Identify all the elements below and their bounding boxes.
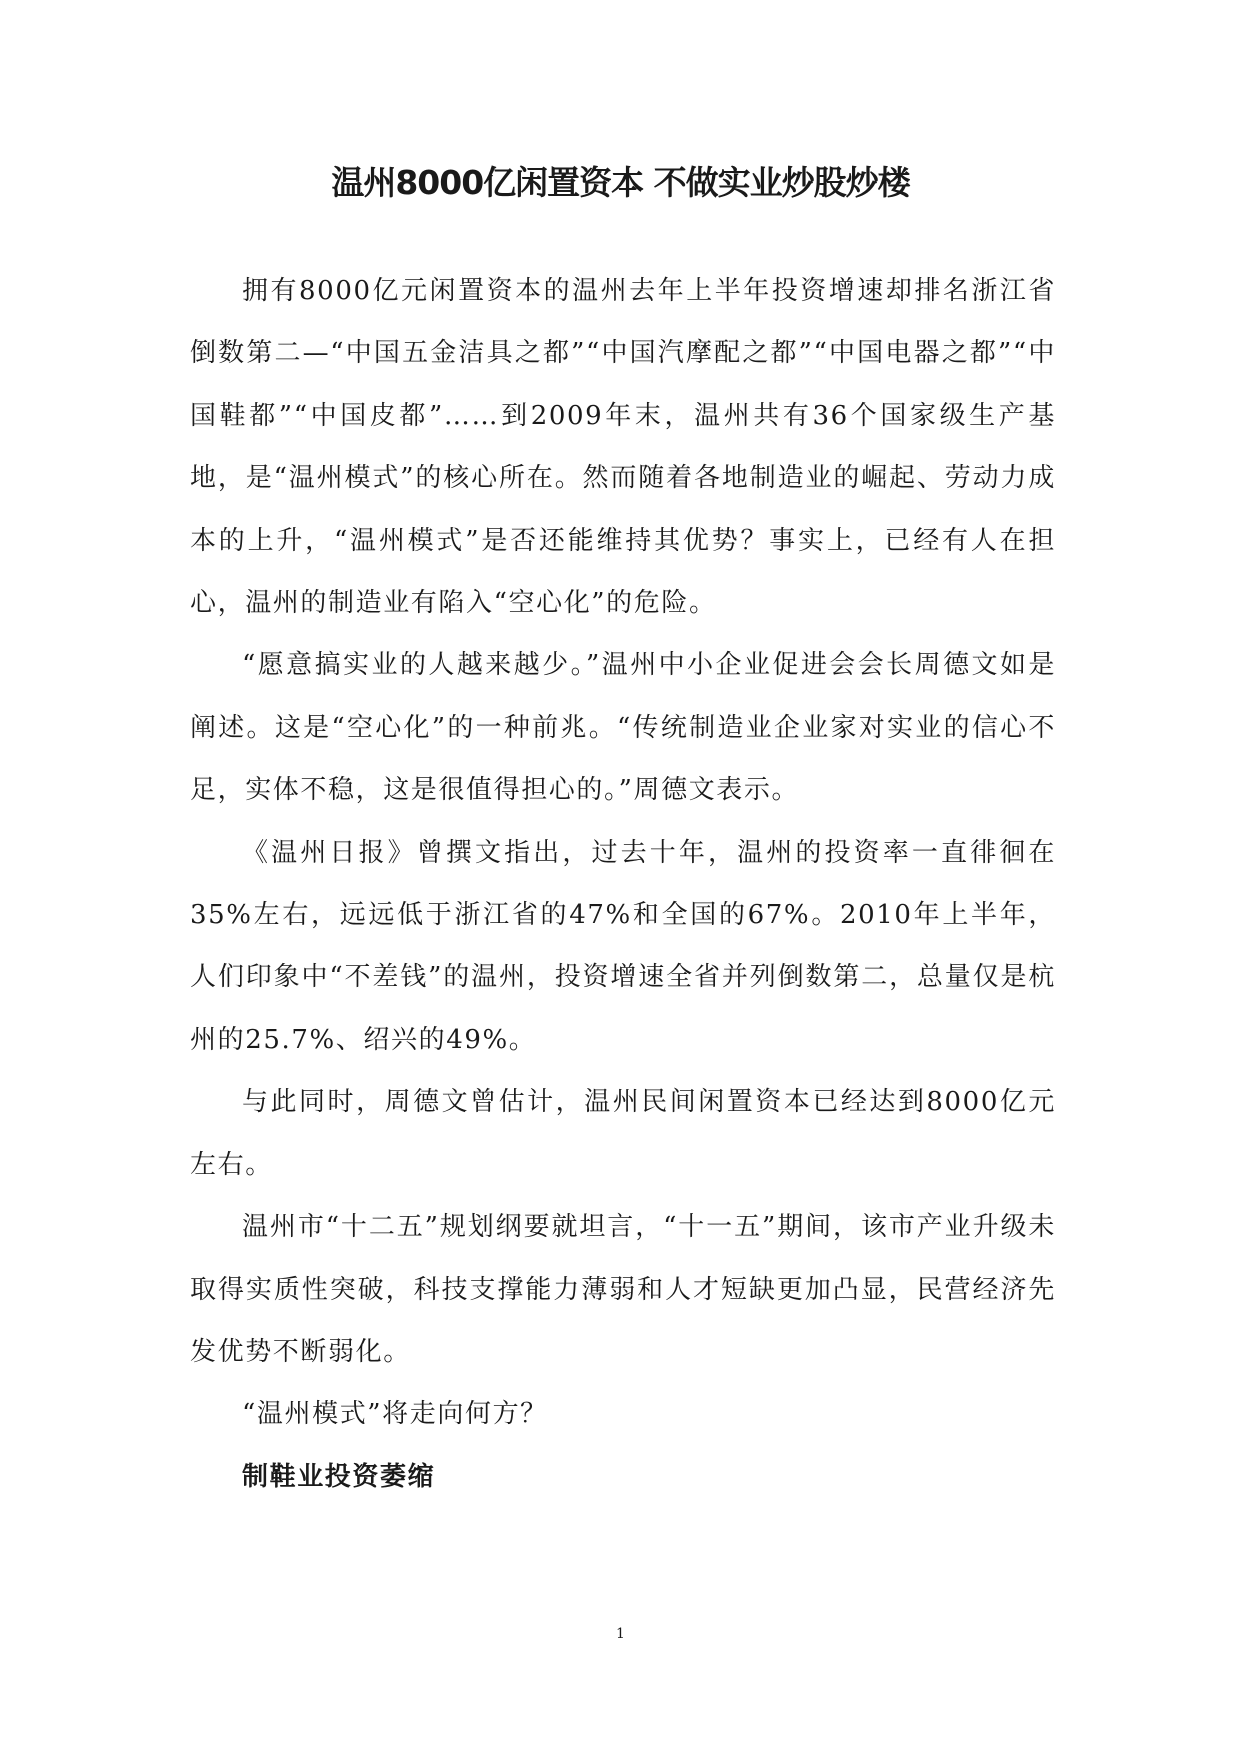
paragraph-1: 拥有8000亿元闲置资本的温州去年上半年投资增速却排名浙江省倒数第二—“中国五金洁具之都”“中国汽摩配之都”“中国电器之都”“中国鞋都”“中国皮都”……到2009年末，温州共有36个国家级生产基地，是“温州模式”的核心所在。然而随着各地制造业的崛起、劳动力成本的上升，“温州模式”是否还能维持其优势？事实上，已经有人在担心，温州的制造业有陷入“空心化”的危险。 [190, 276, 1056, 619]
paragraph-3: 《温州日报》曾撰文指出，过去十年，温州的投资率一直徘徊在35%左右，远远低于浙江省的47%和全国的67%。2010年上半年，人们印象中“不差钱”的温州，投资增速全省并列倒数第二，总量仅是杭州的25.7%、绍兴的49%。 [190, 837, 1056, 1055]
document-body [190, 260, 1056, 1508]
paragraph-6: “温州模式”将走向何方？ [242, 1399, 548, 1430]
paragraph-5: 温州市“十二五”规划纲要就坦言，“十一五”期间，该市产业升级未取得实质性突破，科技支撑能力薄弱和人才短缺更加凸显，民营经济先发优势不断弱化。 [190, 1212, 1056, 1367]
paragraph-4: 与此同时，周德文曾估计，温州民间闲置资本已经达到8000亿元左右。 [190, 1087, 1056, 1180]
paragraph-2: “愿意搞实业的人越来越少。”温州中小企业促进会会长周德文如是阐述。这是“空心化”的一种前兆。“传统制造业企业家对实业的信心不足，实体不稳，这是很值得担心的。”周德文表示。 [190, 650, 1056, 806]
page-number: 1 [616, 1626, 625, 1642]
section-heading: 制鞋业投资萎缩 [242, 1461, 436, 1492]
document-title: 温州8000亿闲置资本 不做实业炒股炒楼 [331, 163, 910, 202]
